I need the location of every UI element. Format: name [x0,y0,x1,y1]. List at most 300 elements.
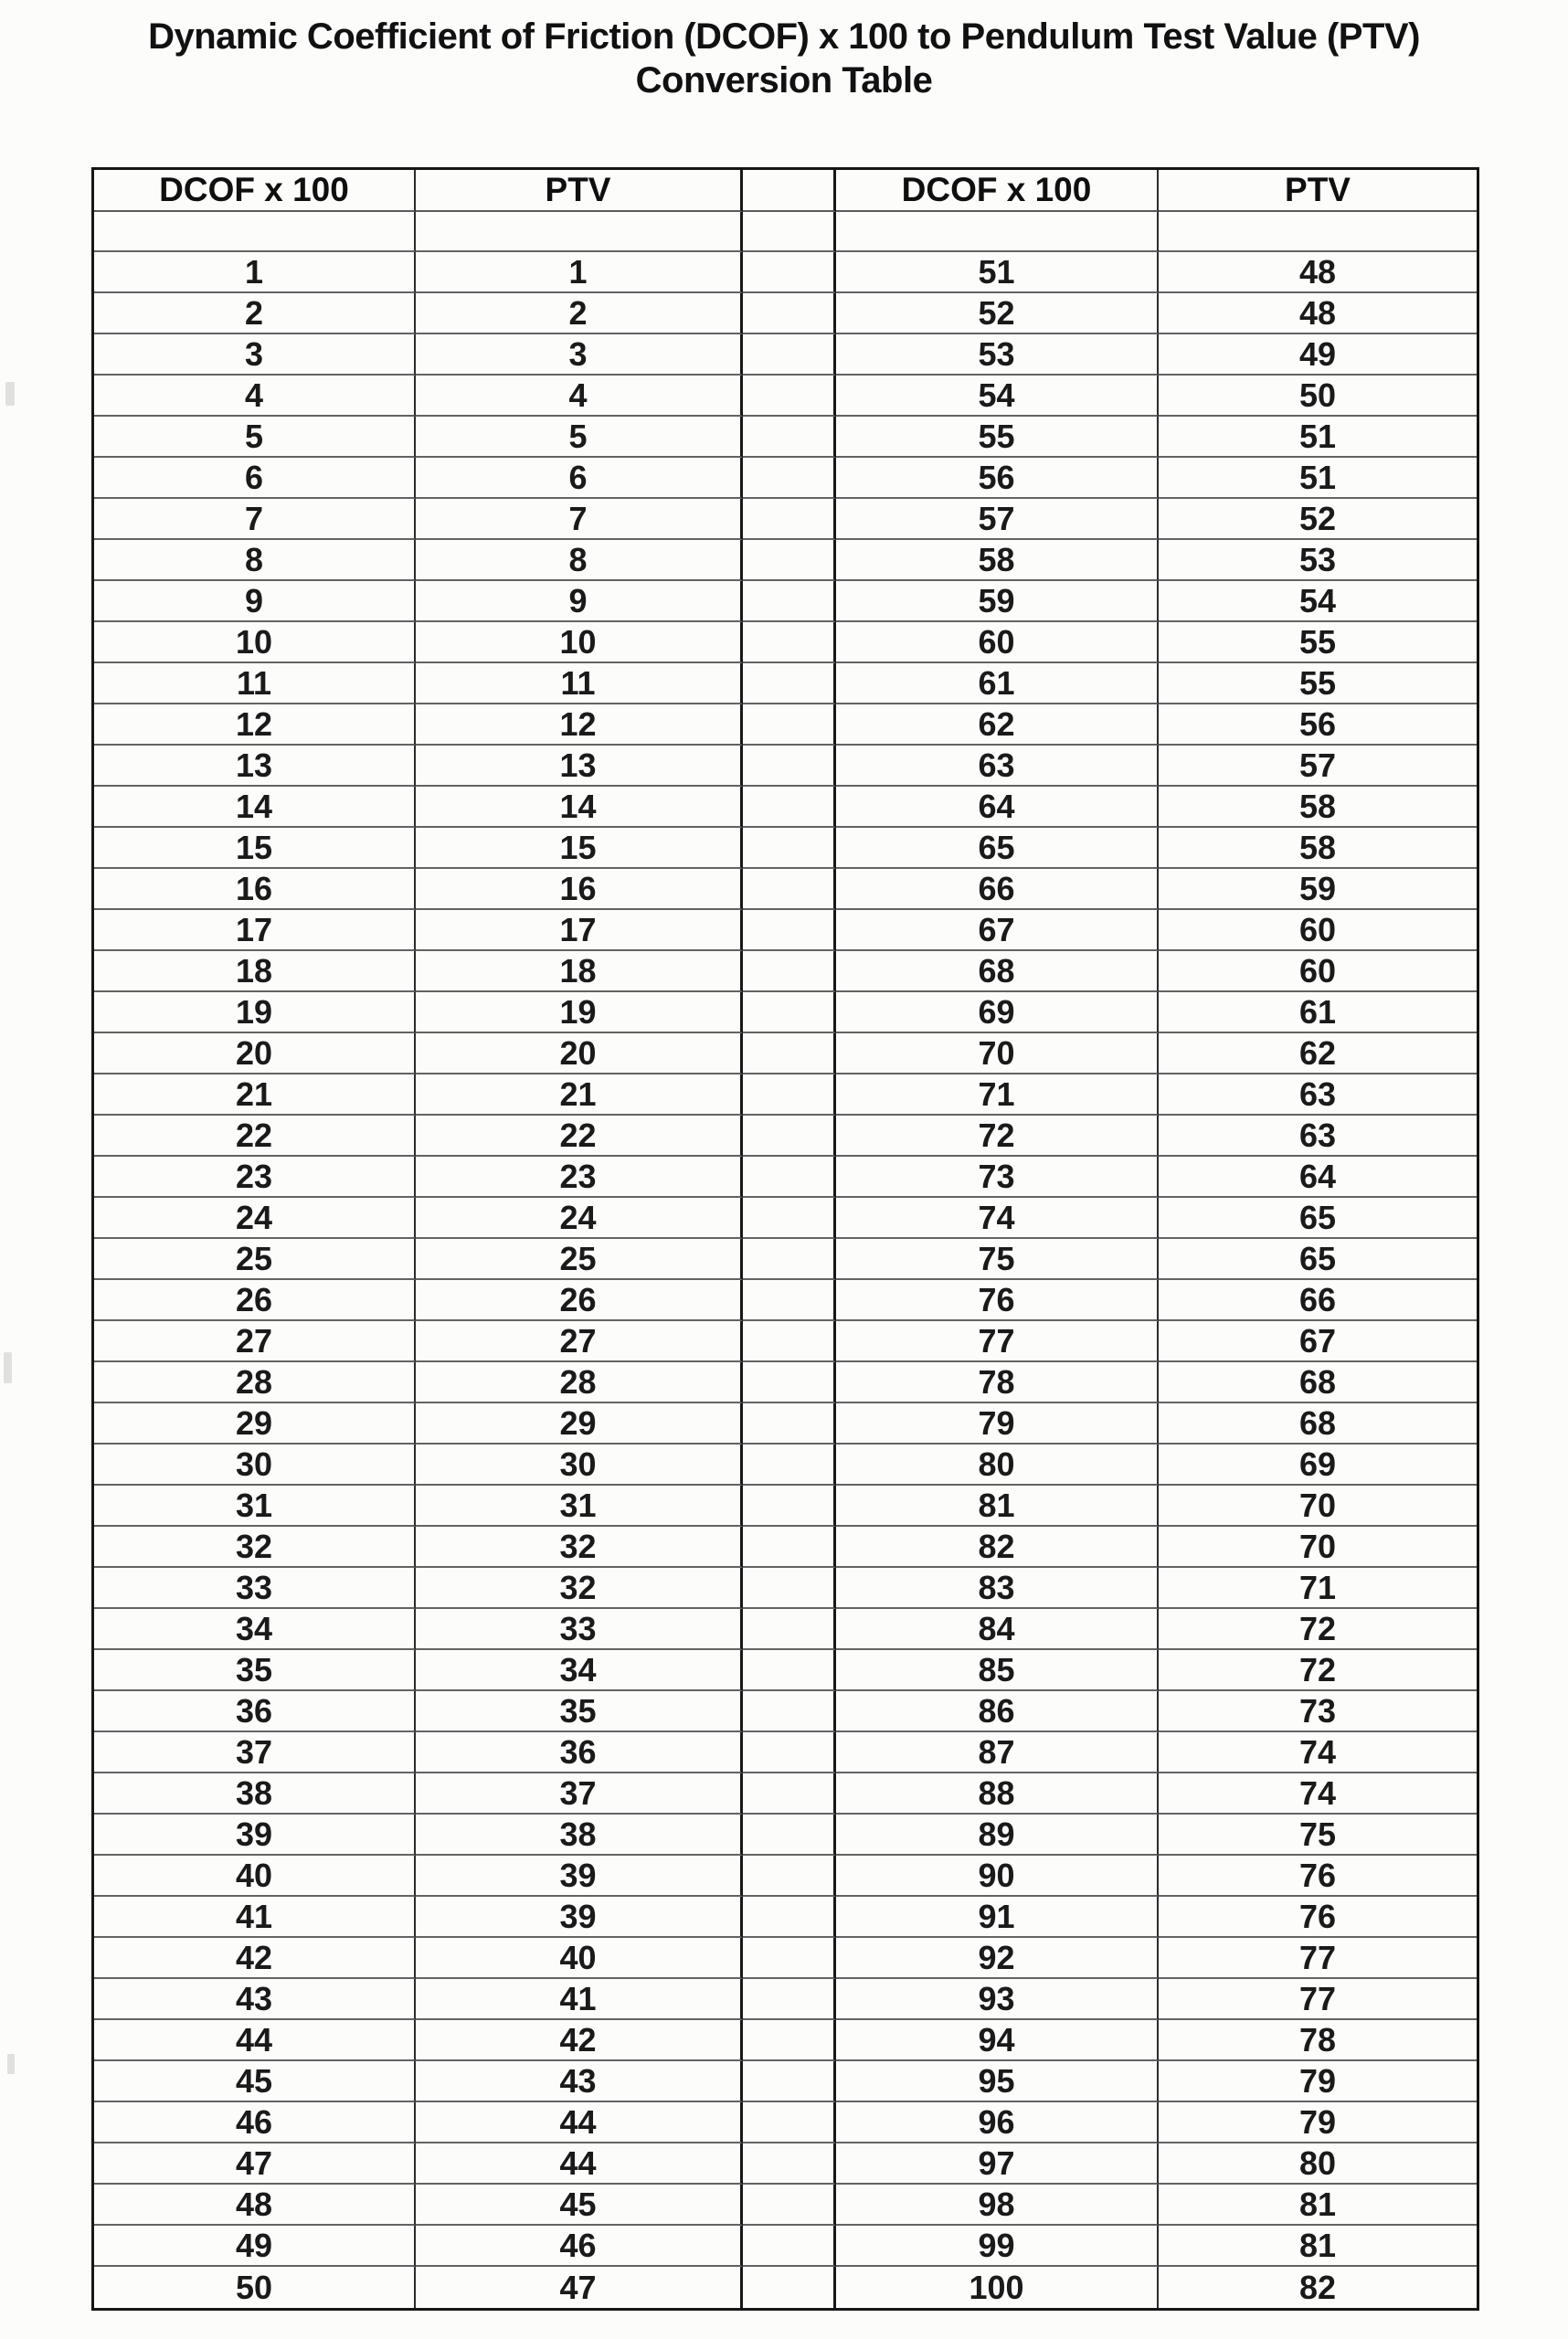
cell-dcof-right: 92 [836,1938,1159,1979]
cell-ptv-left: 16 [416,869,743,910]
table-row [94,1568,1477,1609]
cell-dcof-left: 16 [94,869,416,910]
cell-dcof-left: 13 [94,746,416,787]
table-row [94,1403,1477,1445]
cell-dcof-left: 28 [94,1362,416,1403]
table-row [94,252,1477,293]
cell-gap [743,540,836,581]
cell-ptv-right: 70 [1159,1527,1477,1568]
table-row [94,293,1477,334]
cell-ptv-right: 59 [1159,869,1477,910]
table-row [94,1445,1477,1486]
table-row [94,1938,1477,1979]
cell-ptv-left: 19 [416,992,743,1033]
cell-ptv-right: 60 [1159,910,1477,951]
cell-dcof-right: 62 [836,704,1159,746]
cell-ptv-right: 82 [1298,2268,1337,2306]
cell-ptv-left: 32 [416,1568,743,1609]
cell-gap [743,2061,836,2102]
cell-gap [743,787,836,828]
cell-dcof-left: 23 [94,1157,416,1198]
cell-dcof-right: 99 [836,2226,1159,2267]
cell-dcof-left: 17 [94,910,416,951]
cell-dcof-right: 66 [836,869,1159,910]
table-row [94,581,1477,622]
cell-dcof-right: 89 [836,1815,1159,1856]
cell-dcof-left: 40 [94,1856,416,1897]
table-row [94,622,1477,663]
cell-dcof-right: 65 [836,828,1159,869]
spacer-cell [743,212,836,252]
table-row [94,663,1477,704]
cell-gap [743,704,836,746]
cell-ptv-left: 26 [416,1280,743,1321]
cell-gap [743,1568,836,1609]
table-row [94,1856,1477,1897]
header-dcof-left: DCOF x 100 [94,170,416,212]
cell-ptv-right: 52 [1159,499,1477,540]
cell-ptv-right: 61 [1159,992,1477,1033]
cell-dcof-right: 67 [836,910,1159,951]
cell-ptv-left: 44 [416,2143,743,2185]
cell-ptv-left: 46 [416,2226,743,2267]
cell-gap [743,581,836,622]
cell-ptv-left: 22 [416,1116,743,1157]
cell-ptv-left: 27 [416,1321,743,1362]
cell-dcof-left: 18 [94,951,416,992]
cell-gap [743,417,836,458]
cell-dcof-left: 6 [94,458,416,499]
cell-dcof-left: 45 [94,2061,416,2102]
table-row [94,2143,1477,2185]
cell-dcof-left: 47 [94,2143,416,2185]
cell-dcof-left: 19 [94,992,416,1033]
cell-ptv-left: 17 [416,910,743,951]
cell-ptv-right: 56 [1159,704,1477,746]
cell-gap [743,1773,836,1815]
cell-dcof-left: 29 [94,1403,416,1445]
table-row [94,1691,1477,1732]
table-row [94,2061,1477,2102]
cell-ptv-right: 60 [1159,951,1477,992]
spacer-cell [836,212,1159,252]
cell-ptv-left: 32 [416,1527,743,1568]
table-row [94,1321,1477,1362]
cell-dcof-right: 90 [836,1856,1159,1897]
table-row [94,1198,1477,1239]
cell-ptv-right: 65 [1159,1198,1477,1239]
cell-ptv-left: 39 [416,1897,743,1938]
table-row [94,417,1477,458]
cell-ptv-left: 38 [416,1815,743,1856]
cell-ptv-left: 4 [416,376,743,417]
cell-gap [743,2185,836,2226]
cell-dcof-left: 14 [94,787,416,828]
cell-gap [743,951,836,992]
cell-gap [743,1445,836,1486]
scan-artifact [5,382,15,406]
header-ptv-left: PTV [416,170,743,212]
cell-dcof-left: 20 [94,1033,416,1074]
spacer-cell [94,212,416,252]
table-row [94,1362,1477,1403]
cell-ptv-left: 31 [416,1486,743,1527]
cell-dcof-right: 61 [836,663,1159,704]
cell-ptv-right: 53 [1159,540,1477,581]
table-row [94,2226,1477,2267]
cell-dcof-left: 24 [94,1198,416,1239]
cell-dcof-right: 82 [836,1527,1159,1568]
cell-ptv-right: 58 [1159,787,1477,828]
cell-ptv-left: 10 [416,622,743,663]
cell-ptv-right: 77 [1159,1938,1477,1979]
cell-ptv-right: 62 [1159,1033,1477,1074]
cell-dcof-right: 55 [836,417,1159,458]
cell-ptv-left: 23 [416,1157,743,1198]
cell-ptv-right: 74 [1159,1773,1477,1815]
table-spacer-row [94,212,1477,252]
table-row [94,2102,1477,2143]
cell-dcof-right: 76 [836,1280,1159,1321]
cell-ptv-right: 51 [1159,417,1477,458]
cell-ptv-right: 67 [1159,1321,1477,1362]
cell-ptv-right: 74 [1159,1732,1477,1773]
cell-dcof-left: 31 [94,1486,416,1527]
table-row [94,1609,1477,1650]
cell-dcof-left: 38 [94,1773,416,1815]
cell-ptv-right: 73 [1159,1691,1477,1732]
cell-dcof-right: 71 [836,1074,1159,1116]
cell-ptv-right: 65 [1159,1239,1477,1280]
cell-dcof-right: 95 [836,2061,1159,2102]
cell-ptv-left: 3 [416,334,743,376]
cell-ptv-left: 12 [416,704,743,746]
cell-dcof-left: 4 [94,376,416,417]
cell-ptv-left: 40 [416,1938,743,1979]
cell-dcof-right: 96 [836,2102,1159,2143]
cell-ptv-left: 8 [416,540,743,581]
cell-ptv-left: 20 [416,1033,743,1074]
page-title-line1: Dynamic Coefficient of Friction (DCOF) x 100 to Pendulum Test Value (PTV) [148,16,1420,57]
cell-dcof-right: 59 [836,581,1159,622]
cell-dcof-right: 79 [836,1403,1159,1445]
table-row [94,1527,1477,1568]
cell-dcof-right: 75 [836,1239,1159,1280]
cell-ptv-right: 81 [1159,2226,1477,2267]
cell-dcof-left: 32 [94,1527,416,1568]
table-row [94,1979,1477,2020]
cell-dcof-left: 30 [94,1445,416,1486]
table-row [94,1280,1477,1321]
cell-dcof-right: 69 [836,992,1159,1033]
cell-dcof-right: 54 [836,376,1159,417]
cell-gap [743,1527,836,1568]
cell-gap [743,992,836,1033]
table-row [94,2020,1477,2061]
table-row [94,2267,1477,2308]
cell-gap [743,2143,836,2185]
cell-ptv-left: 47 [416,2267,743,2308]
cell-dcof-right: 63 [836,746,1159,787]
cell-dcof-right: 57 [836,499,1159,540]
cell-dcof-right: 64 [836,787,1159,828]
cell-dcof-left: 25 [94,1239,416,1280]
table-row [94,910,1477,951]
cell-ptv-right: 76 [1159,1856,1477,1897]
table-row [94,1732,1477,1773]
cell-dcof-right: 60 [836,622,1159,663]
cell-ptv-right: 71 [1159,1568,1477,1609]
cell-dcof-left: 9 [94,581,416,622]
cell-gap [743,1732,836,1773]
cell-ptv-left: 24 [416,1198,743,1239]
cell-dcof-right: 91 [836,1897,1159,1938]
cell-ptv-left: 30 [416,1445,743,1486]
cell-gap [743,1403,836,1445]
cell-ptv-left: 37 [416,1773,743,1815]
cell-ptv-left: 33 [416,1609,743,1650]
cell-dcof-right: 72 [836,1116,1159,1157]
cell-ptv-right: 63 [1159,1074,1477,1116]
cell-gap [743,334,836,376]
cell-gap [743,1362,836,1403]
cell-ptv-right: 58 [1159,828,1477,869]
table-row [94,1773,1477,1815]
cell-gap [743,1321,836,1362]
cell-ptv-left: 45 [416,2185,743,2226]
cell-ptv-right: 75 [1159,1815,1477,1856]
cell-ptv-right: 79 [1159,2102,1477,2143]
cell-ptv-right: 79 [1159,2061,1477,2102]
cell-gap [743,1815,836,1856]
cell-dcof-right: 70 [836,1033,1159,1074]
cell-ptv-left: 5 [416,417,743,458]
cell-ptv-left: 39 [416,1856,743,1897]
cell-ptv-right: 70 [1159,1486,1477,1527]
cell-dcof-right: 87 [836,1732,1159,1773]
cell-dcof-right: 81 [836,1486,1159,1527]
cell-gap [743,1856,836,1897]
table-row [94,1157,1477,1198]
cell-gap [743,376,836,417]
cell-dcof-right: 52 [836,293,1159,334]
cell-dcof-right: 85 [836,1650,1159,1691]
table-body [94,252,1477,2308]
cell-ptv-right: 55 [1159,663,1477,704]
cell-dcof-right: 84 [836,1609,1159,1650]
cell-dcof-right: 68 [836,951,1159,992]
cell-gap [743,1239,836,1280]
table-row [94,869,1477,910]
cell-dcof-left: 43 [94,1979,416,2020]
cell-dcof-left: 33 [94,1568,416,1609]
cell-ptv-left: 43 [416,2061,743,2102]
cell-ptv-left: 34 [416,1650,743,1691]
cell-ptv-left: 29 [416,1403,743,1445]
cell-gap [743,1116,836,1157]
header-gap-cell [743,170,836,212]
page-title-line2: Conversion Table [635,60,933,101]
cell-dcof-left: 34 [94,1609,416,1650]
cell-ptv-right: 80 [1159,2143,1477,2185]
cell-ptv-right: 55 [1159,622,1477,663]
cell-dcof-left: 15 [94,828,416,869]
table-row [94,787,1477,828]
cell-ptv-right: 68 [1159,1403,1477,1445]
cell-gap [743,746,836,787]
header-dcof-right: DCOF x 100 [836,170,1159,212]
cell-gap [743,1979,836,2020]
cell-dcof-left: 42 [94,1938,416,1979]
cell-ptv-right: 72 [1159,1650,1477,1691]
table-row [94,1650,1477,1691]
cell-gap [743,663,836,704]
cell-ptv-left: 41 [416,1979,743,2020]
table-row [94,1116,1477,1157]
cell-ptv-left: 11 [416,663,743,704]
cell-gap [743,869,836,910]
scan-artifact [7,2054,15,2074]
table-row [94,1486,1477,1527]
cell-dcof-left: 7 [94,499,416,540]
cell-gap [743,499,836,540]
cell-gap [743,1157,836,1198]
cell-dcof-left: 8 [94,540,416,581]
table-row [94,376,1477,417]
cell-dcof-right: 88 [836,1773,1159,1815]
spacer-cell [416,212,743,252]
cell-dcof-left: 3 [94,334,416,376]
conversion-table [91,167,1479,2311]
cell-gap [743,828,836,869]
cell-dcof-left: 35 [94,1650,416,1691]
cell-dcof-left: 5 [94,417,416,458]
table-row [94,1897,1477,1938]
cell-ptv-right: 49 [1159,334,1477,376]
table-row [94,1033,1477,1074]
cell-dcof-right: 97 [836,2143,1159,2185]
table-row [94,540,1477,581]
page-title [0,0,1568,102]
table-row [94,704,1477,746]
cell-ptv-left: 14 [416,787,743,828]
cell-ptv-left: 13 [416,746,743,787]
cell-dcof-left: 1 [94,252,416,293]
cell-dcof-left: 41 [94,1897,416,1938]
table-row [94,334,1477,376]
cell-dcof-right: 56 [836,458,1159,499]
table-row [94,746,1477,787]
cell-dcof-left: 21 [94,1074,416,1116]
cell-dcof-left: 27 [94,1321,416,1362]
cell-gap [743,1198,836,1239]
cell-ptv-right: 64 [1159,1157,1477,1198]
cell-dcof-left: 22 [94,1116,416,1157]
cell-ptv-left: 15 [416,828,743,869]
cell-dcof-left: 37 [94,1732,416,1773]
cell-ptv-right: 50 [1159,376,1477,417]
cell-gap [743,2267,836,2308]
cell-ptv-left: 42 [416,2020,743,2061]
cell-dcof-right: 74 [836,1198,1159,1239]
cell-ptv-left: 25 [416,1239,743,1280]
cell-dcof-left: 10 [94,622,416,663]
cell-ptv-right: 54 [1159,581,1477,622]
cell-gap [743,1691,836,1732]
cell-gap [743,2226,836,2267]
cell-ptv-right: 68 [1159,1362,1477,1403]
cell-ptv-right: 77 [1159,1979,1477,2020]
cell-ptv-right: 78 [1159,2020,1477,2061]
cell-ptv-left: 6 [416,458,743,499]
cell-dcof-right: 78 [836,1362,1159,1403]
cell-gap [743,1938,836,1979]
cell-ptv-right: 69 [1159,1445,1477,1486]
cell-ptv-left: 35 [416,1691,743,1732]
cell-ptv-right: 72 [1159,1609,1477,1650]
cell-ptv-left: 7 [416,499,743,540]
cell-gap [743,2102,836,2143]
cell-dcof-right: 53 [836,334,1159,376]
cell-dcof-right: 93 [836,1979,1159,2020]
header-ptv-right: PTV [1159,170,1477,212]
table-row [94,992,1477,1033]
cell-dcof-right: 98 [836,2185,1159,2226]
cell-gap [743,1280,836,1321]
cell-ptv-right: 76 [1159,1897,1477,1938]
cell-ptv-right: 63 [1159,1116,1477,1157]
cell-dcof-left: 12 [94,704,416,746]
cell-ptv-left: 9 [416,581,743,622]
cell-ptv-left: 18 [416,951,743,992]
cell-gap [743,1486,836,1527]
table-row [94,458,1477,499]
cell-ptv-left: 44 [416,2102,743,2143]
cell-ptv-left: 21 [416,1074,743,1116]
cell-gap [743,1074,836,1116]
cell-gap [743,458,836,499]
table-row [94,2185,1477,2226]
cell-ptv-right: 48 [1159,293,1477,334]
cell-dcof-left: 39 [94,1815,416,1856]
cell-gap [743,2020,836,2061]
cell-dcof-right: 83 [836,1568,1159,1609]
cell-dcof-right: 58 [836,540,1159,581]
table-header-row [94,170,1477,212]
cell-dcof-left: 44 [94,2020,416,2061]
cell-gap [743,1650,836,1691]
cell-dcof-left: 26 [94,1280,416,1321]
cell-ptv-left: 28 [416,1362,743,1403]
cell-dcof-right: 73 [836,1157,1159,1198]
table-row [94,828,1477,869]
table-row [94,499,1477,540]
cell-dcof-right: 77 [836,1321,1159,1362]
cell-ptv-right: 51 [1159,458,1477,499]
cell-gap [743,252,836,293]
cell-dcof-right: 100 [836,2267,1159,2308]
cell-dcof-right: 80 [836,1445,1159,1486]
cell-gap [743,1033,836,1074]
cell-gap [743,293,836,334]
cell-dcof-left: 49 [94,2226,416,2267]
cell-gap [743,1897,836,1938]
spacer-cell [1159,212,1477,252]
cell-dcof-right: 86 [836,1691,1159,1732]
cell-dcof-left: 2 [94,293,416,334]
cell-gap [743,622,836,663]
cell-dcof-right: 51 [836,252,1159,293]
